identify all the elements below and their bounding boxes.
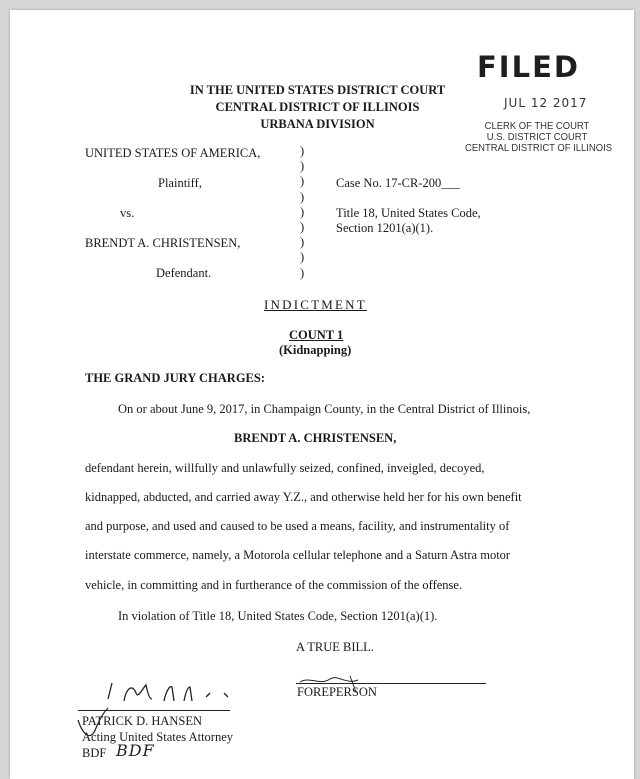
statute-line-1: Title 18, United States Code,: [336, 206, 481, 220]
defendant-name-caption: BRENDT A. CHRISTENSEN,: [85, 236, 241, 250]
handwritten-initials: BDF: [116, 741, 155, 760]
true-bill: A TRUE BILL.: [296, 640, 374, 654]
clerk-line-1: CLERK OF THE COURT: [484, 120, 590, 132]
charge-line-5: vehicle, in committing and in furtherance of the commission of the offense.: [85, 578, 463, 592]
versus-label: vs.: [120, 206, 135, 220]
document-title: INDICTMENT: [264, 297, 367, 312]
attorney-name: PATRICK D. HANSEN: [82, 714, 203, 728]
filed-stamp-clerk: [465, 120, 613, 154]
attorney-title: Acting United States Attorney: [82, 730, 234, 744]
charge-line-2: kidnapped, abducted, and carried away Y.Z., and otherwise held her for his own benefit: [85, 490, 522, 504]
grand-jury-charges: THE GRAND JURY CHARGES:: [85, 371, 266, 385]
defendant-name-body: BRENDT A. CHRISTENSEN,: [234, 431, 397, 445]
charge-line-1: defendant herein, willfully and unlawfully seized, confined, inveigled, decoyed,: [85, 461, 485, 475]
attorney-signature: [102, 675, 232, 705]
foreperson-label: FOREPERSON: [297, 685, 377, 699]
defendant-role: Defendant.: [156, 266, 212, 280]
case-number: Case No. 17-CR-200___: [336, 176, 460, 190]
attorney-initials: BDF: [82, 746, 107, 760]
clerk-line-3: CENTRAL DISTRICT OF ILLINOIS: [465, 142, 613, 154]
count-heading: COUNT 1: [289, 328, 344, 342]
clerk-line-2: U.S. DISTRICT COURT: [486, 131, 588, 143]
court-heading: [160, 82, 475, 133]
caption-parentheses: ) ) ) ) ) ) ) ) ): [300, 144, 305, 280]
plaintiff-role: Plaintiff,: [158, 176, 202, 190]
statute-line-2: Section 1201(a)(1).: [336, 221, 434, 235]
filed-stamp-title: FILED: [477, 50, 580, 84]
indictment-page: [10, 10, 634, 779]
plaintiff-name: UNITED STATES OF AMERICA,: [85, 146, 261, 160]
count-subheading: (Kidnapping): [279, 343, 352, 357]
charge-line-4: interstate commerce, namely, a Motorola cellular telephone and a Saturn Astra motor: [85, 548, 511, 562]
charge-paragraph-intro: On or about June 9, 2017, in Champaign County, in the Central District of Illinois,: [118, 402, 531, 416]
court-line-2: CENTRAL DISTRICT OF ILLINOIS: [215, 100, 420, 114]
violation-statement: In violation of Title 18, United States Code, Section 1201(a)(1).: [118, 609, 438, 623]
filed-stamp-date: JUL 12 2017: [504, 96, 588, 110]
court-line-1: IN THE UNITED STATES DISTRICT COURT: [189, 83, 446, 97]
court-line-3: URBANA DIVISION: [260, 117, 375, 131]
charge-line-3: and purpose, and used and caused to be used a means, facility, and instrumentality of: [85, 519, 510, 533]
